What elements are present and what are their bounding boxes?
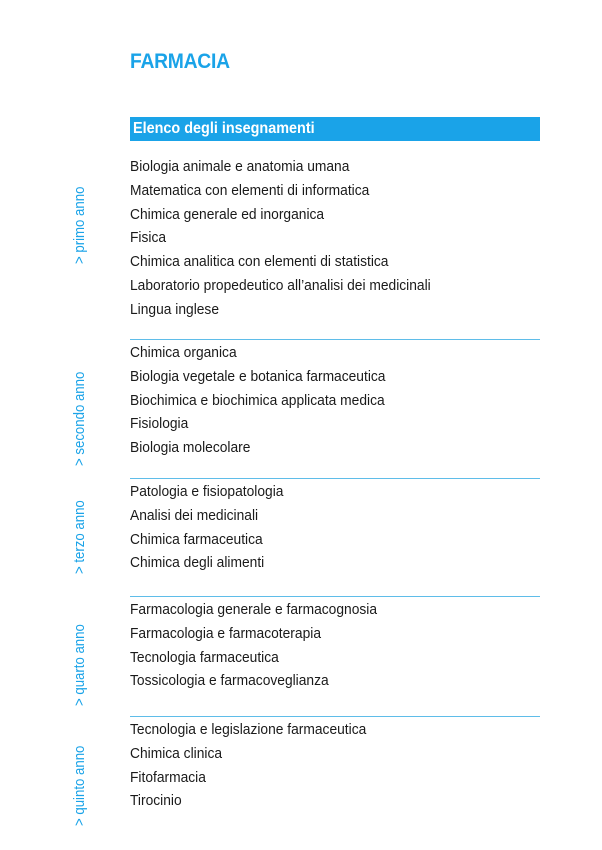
year-label-quarto: > quarto anno [71,624,88,706]
course-item: Biologia animale e anatomia umana [130,158,350,175]
course-item: Laboratorio propedeutico all’analisi dei medicinali [130,276,431,294]
year-divider [130,596,540,597]
year-divider [130,478,540,479]
course-item: Tecnologia e legislazione farmaceutica [130,721,367,738]
year-label-primo: > primo anno [71,186,88,264]
course-item: Chimica degli alimenti [130,554,265,572]
course-item: Chimica farmaceutica [130,530,263,548]
course-item: Tirocinio [130,792,182,810]
course-item: Patologia e fisiopatologia [130,483,284,500]
course-item: Tecnologia farmaceutica [130,648,279,666]
course-item: Biologia vegetale e botanica farmaceutica [130,367,386,385]
course-item: Matematica con elementi di informatica [130,181,370,199]
course-list-primo [130,155,457,322]
page-title: FARMACIA [130,50,230,73]
course-item: Chimica clinica [130,744,223,762]
course-item: Farmacologia generale e farmacognosia [130,601,378,618]
course-item: Tossicologia e farmacoveglianza [130,672,329,690]
course-item: Fitofarmacia [130,768,206,786]
course-item: Farmacologia e farmacoterapia [130,624,322,642]
year-divider [130,339,540,340]
course-item: Fisica [130,229,167,247]
course-item: Chimica generale ed inorganica [130,205,325,223]
course-item: Analisi dei medicinali [130,506,259,524]
course-item: Biochimica e biochimica applicata medica [130,391,385,409]
year-divider [130,716,540,717]
course-item: Biologia molecolare [130,439,251,457]
course-list-quarto [130,598,398,693]
course-list-header-label: Elenco degli insegnamenti [133,120,315,137]
year-label-quinto: > quinto anno [71,745,88,826]
course-item: Fisiologia [130,415,189,433]
course-list-header [130,117,540,141]
course-list-quinto [130,718,387,813]
course-list-terzo [130,480,297,575]
course-item: Chimica analitica con elementi di statistica [130,253,389,271]
course-item: Chimica organica [130,344,237,361]
year-label-terzo: > terzo anno [71,500,88,574]
course-list-secondo [130,341,408,460]
course-item: Lingua inglese [130,300,220,318]
year-label-secondo: > secondo anno [71,371,88,466]
